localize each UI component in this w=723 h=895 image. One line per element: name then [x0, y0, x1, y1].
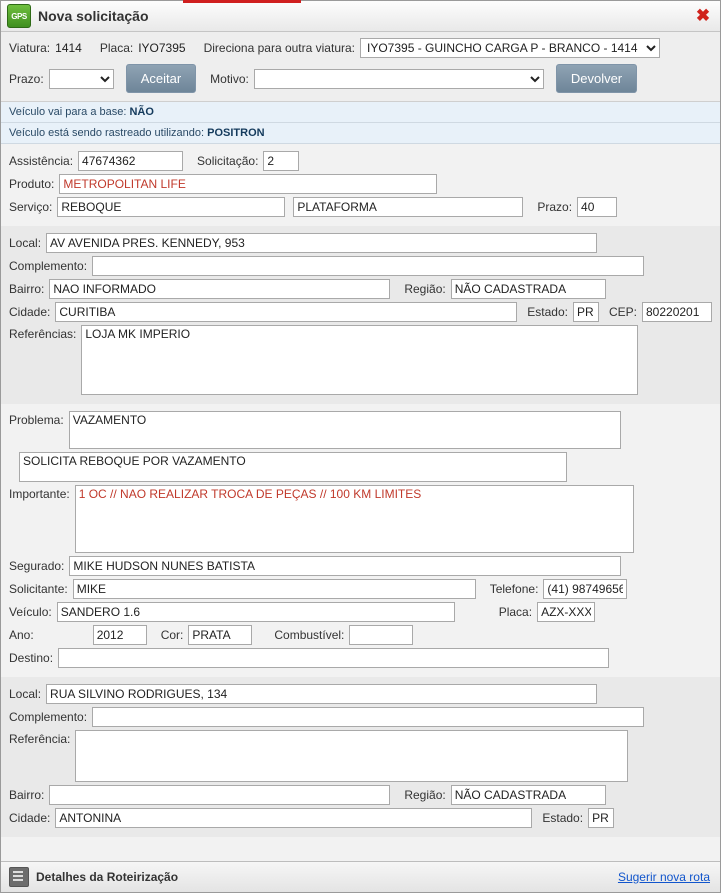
row-bairro	[9, 279, 712, 299]
bairro-input[interactable]	[49, 279, 390, 299]
solicitacao-label: Solicitação:	[197, 154, 259, 168]
row-ano	[9, 625, 712, 645]
destino-local-label: Local:	[9, 687, 42, 701]
regiao-label: Região:	[404, 282, 446, 296]
problema-textarea[interactable]	[69, 411, 621, 449]
row-destino-complemento	[9, 707, 712, 727]
complemento-input[interactable]	[92, 256, 644, 276]
destino-cidade-input[interactable]	[55, 808, 532, 828]
cor-input[interactable]	[188, 625, 252, 645]
assistencia-input[interactable]	[78, 151, 183, 171]
destino-complemento-input[interactable]	[92, 707, 644, 727]
toolbar-row-1	[9, 38, 712, 58]
top-toolbar	[1, 32, 720, 102]
cidade-input[interactable]	[55, 302, 517, 322]
destino-cidade-label: Cidade:	[9, 811, 51, 825]
cep-label: CEP:	[608, 305, 637, 319]
servico-label: Serviço:	[9, 200, 53, 214]
footer-title: Detalhes da Roteirização	[36, 870, 179, 884]
direciona-label: Direciona para outra viatura:	[203, 41, 355, 55]
row-referencias	[9, 325, 712, 395]
destino-local-input[interactable]	[46, 684, 597, 704]
window-title: Nova solicitação	[38, 8, 149, 24]
tracking-strip	[1, 123, 720, 144]
row-destino-referencia	[9, 730, 712, 782]
cidade-label: Cidade:	[9, 305, 51, 319]
viatura-value: 1414	[55, 41, 82, 55]
produto-label: Produto:	[9, 177, 55, 191]
destino-regiao-input[interactable]	[451, 785, 606, 805]
solicitante-input[interactable]	[73, 579, 476, 599]
row-cidade	[9, 302, 712, 322]
estado-label: Estado:	[527, 305, 568, 319]
segurado-input[interactable]	[69, 556, 621, 576]
tracking-label: Veículo está sendo rastreado utilizando:	[9, 127, 208, 139]
solicitante-label: Solicitante:	[9, 582, 68, 596]
placa-value: IYO7395	[138, 41, 186, 55]
cor-label: Cor:	[160, 628, 184, 642]
row-problema	[9, 411, 712, 449]
telefone-input[interactable]	[543, 579, 627, 599]
row-destino-local	[9, 684, 712, 704]
row-observacao	[9, 452, 712, 482]
row-destino	[9, 648, 712, 668]
bairro-label: Bairro:	[9, 282, 45, 296]
veiculo-input[interactable]	[57, 602, 455, 622]
placa-veiculo-label: Placa:	[498, 605, 533, 619]
base-value: NÃO	[129, 106, 154, 118]
referencias-textarea[interactable]	[81, 325, 638, 395]
referencias-label: Referências:	[9, 327, 77, 341]
destino-estado-label: Estado:	[542, 811, 584, 825]
assistencia-label: Assistência:	[9, 154, 74, 168]
base-label: Veículo vai para a base:	[9, 106, 130, 118]
row-veiculo	[9, 602, 712, 622]
solicitacao-input[interactable]	[263, 151, 299, 171]
local-input[interactable]	[46, 233, 597, 253]
tracking-value: POSITRON	[207, 127, 265, 139]
ano-input[interactable]	[93, 625, 147, 645]
produto-input[interactable]	[59, 174, 437, 194]
telefone-label: Telefone:	[489, 582, 539, 596]
titlebar-accent	[183, 0, 301, 3]
window-titlebar	[1, 1, 720, 32]
motivo-select[interactable]	[254, 69, 544, 89]
complemento-label: Complemento:	[9, 259, 88, 273]
local-label: Local:	[9, 236, 42, 250]
destino-label: Destino:	[9, 651, 54, 665]
row-servico	[9, 197, 712, 217]
destination-address-section	[1, 677, 720, 837]
veiculo-label: Veículo:	[9, 605, 52, 619]
cep-input[interactable]	[642, 302, 712, 322]
request-section	[1, 144, 720, 226]
origin-address-section	[1, 226, 720, 404]
ano-label: Ano:	[9, 628, 34, 642]
destino-estado-input[interactable]	[588, 808, 614, 828]
importante-label: Importante:	[9, 487, 70, 501]
servico-input[interactable]	[57, 197, 285, 217]
regiao-input[interactable]	[451, 279, 606, 299]
row-produto	[9, 174, 712, 194]
app-logo-icon: GPS	[7, 4, 31, 28]
row-destino-cidade	[9, 808, 712, 828]
problem-section	[1, 404, 720, 677]
destino-complemento-label: Complemento:	[9, 710, 88, 724]
route-details-icon	[9, 867, 29, 887]
base-strip	[1, 102, 720, 123]
segurado-label: Segurado:	[9, 559, 65, 573]
prazo-select[interactable]	[49, 69, 114, 89]
placa-label: Placa:	[99, 41, 134, 55]
close-icon[interactable]: ✖	[695, 6, 711, 25]
combustivel-input[interactable]	[349, 625, 413, 645]
row-destino-bairro	[9, 785, 712, 805]
accept-button[interactable]: Aceitar	[126, 64, 196, 93]
suggest-new-route-link[interactable]: Sugerir nova rota	[617, 870, 710, 884]
destino-referencia-label: Referência:	[9, 732, 71, 746]
row-importante	[9, 485, 712, 553]
footer-bar	[1, 861, 720, 892]
problema-label: Problema:	[9, 413, 64, 427]
destino-bairro-input[interactable]	[49, 785, 390, 805]
row-complemento	[9, 256, 712, 276]
viatura-label: Viatura:	[9, 41, 51, 55]
servico-tipo-input[interactable]	[293, 197, 523, 217]
prazo-servico-input[interactable]	[577, 197, 617, 217]
toolbar-row-2	[9, 64, 712, 93]
placa-veiculo-input[interactable]	[537, 602, 595, 622]
row-solicitante	[9, 579, 712, 599]
row-assistencia	[9, 151, 712, 171]
row-segurado	[9, 556, 712, 576]
destino-bairro-label: Bairro:	[9, 788, 45, 802]
row-local	[9, 233, 712, 253]
direciona-select[interactable]	[360, 38, 660, 58]
destino-referencia-textarea[interactable]	[75, 730, 628, 782]
estado-input[interactable]	[573, 302, 599, 322]
destino-regiao-label: Região:	[404, 788, 446, 802]
prazo-label: Prazo:	[9, 71, 44, 86]
return-button[interactable]: Devolver	[556, 64, 637, 93]
motivo-label: Motivo:	[210, 71, 249, 86]
importante-textarea[interactable]	[75, 485, 634, 553]
form-body	[1, 144, 720, 861]
destino-input[interactable]	[58, 648, 609, 668]
prazo-servico-label: Prazo:	[537, 200, 573, 214]
combustivel-label: Combustível:	[274, 628, 345, 642]
observacao-textarea[interactable]	[19, 452, 567, 482]
